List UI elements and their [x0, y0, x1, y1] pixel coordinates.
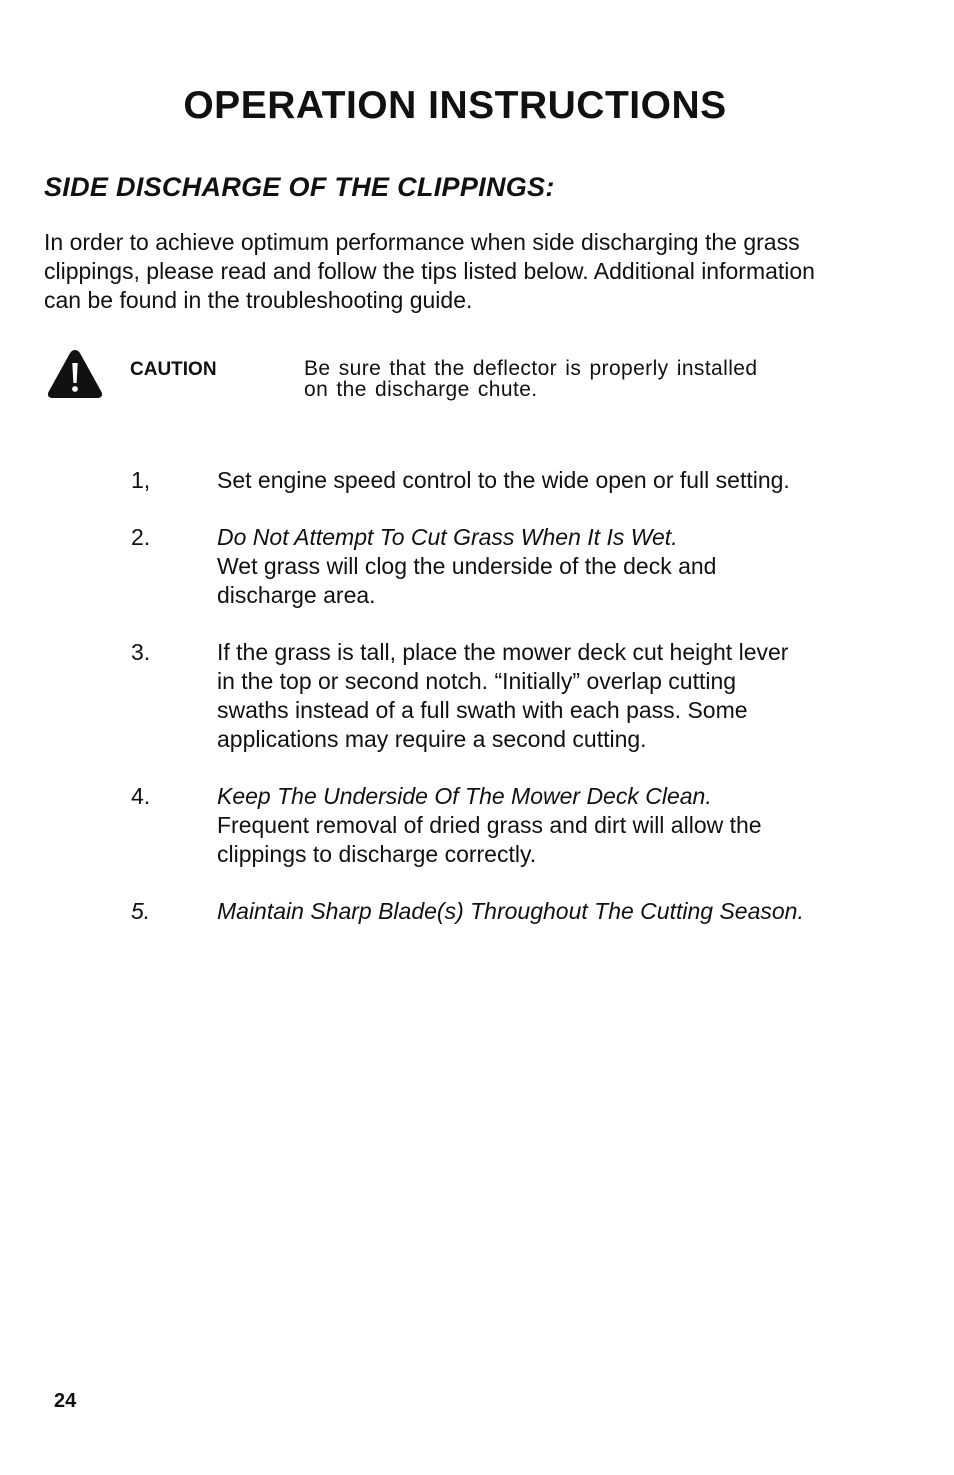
steps-list [0, 466, 954, 926]
step-item [0, 638, 954, 754]
step-body [217, 897, 817, 926]
step-body [217, 638, 797, 754]
caution-label: CAUTION [130, 359, 217, 380]
step-item [0, 897, 954, 926]
step-text: Frequent removal of dried grass and dirt will allow the clippings to discharge correctly. [217, 812, 762, 867]
page-title: OPERATION INSTRUCTIONS [183, 84, 727, 127]
step-text: Set engine speed control to the wide open or full setting. [217, 467, 790, 493]
step-text: Wet grass will clog the underside of the deck and discharge area. [217, 553, 717, 608]
step-number: 3. [131, 639, 151, 665]
step-item [0, 523, 954, 610]
page-number: 24 [54, 1390, 77, 1412]
step-number: 4. [131, 783, 151, 809]
warning-triangle-icon [46, 348, 104, 400]
intro-paragraph: In order to achieve optimum performance when side discharging the grass clippings, please read and follow the tips listed below. Additional information can be found in the troubleshooting guide. [44, 229, 815, 313]
step-heading: Maintain Sharp Blade(s) Throughout The Cutting Season. [217, 898, 804, 924]
caution-text: Be sure that the deflector is properly installed on the discharge chute. [304, 357, 758, 401]
step-number: 1, [131, 467, 151, 493]
step-body [217, 523, 817, 610]
step-body [217, 782, 817, 869]
step-heading: Do Not Attempt To Cut Grass When It Is Wet. [217, 524, 678, 550]
step-number: 5. [131, 898, 151, 924]
section-title: SIDE DISCHARGE OF THE CLIPPINGS: [44, 172, 555, 202]
step-number: 2. [131, 524, 151, 550]
step-item [0, 782, 954, 869]
step-body [217, 466, 817, 495]
step-item [0, 466, 954, 495]
step-heading: Keep The Underside Of The Mower Deck Clean. [217, 783, 712, 809]
step-text: If the grass is tall, place the mower deck cut height lever in the top or second notch. “Initially” overlap cutting swaths instead of a full swath with each pass. Some applications may require a second cutting. [217, 639, 789, 752]
